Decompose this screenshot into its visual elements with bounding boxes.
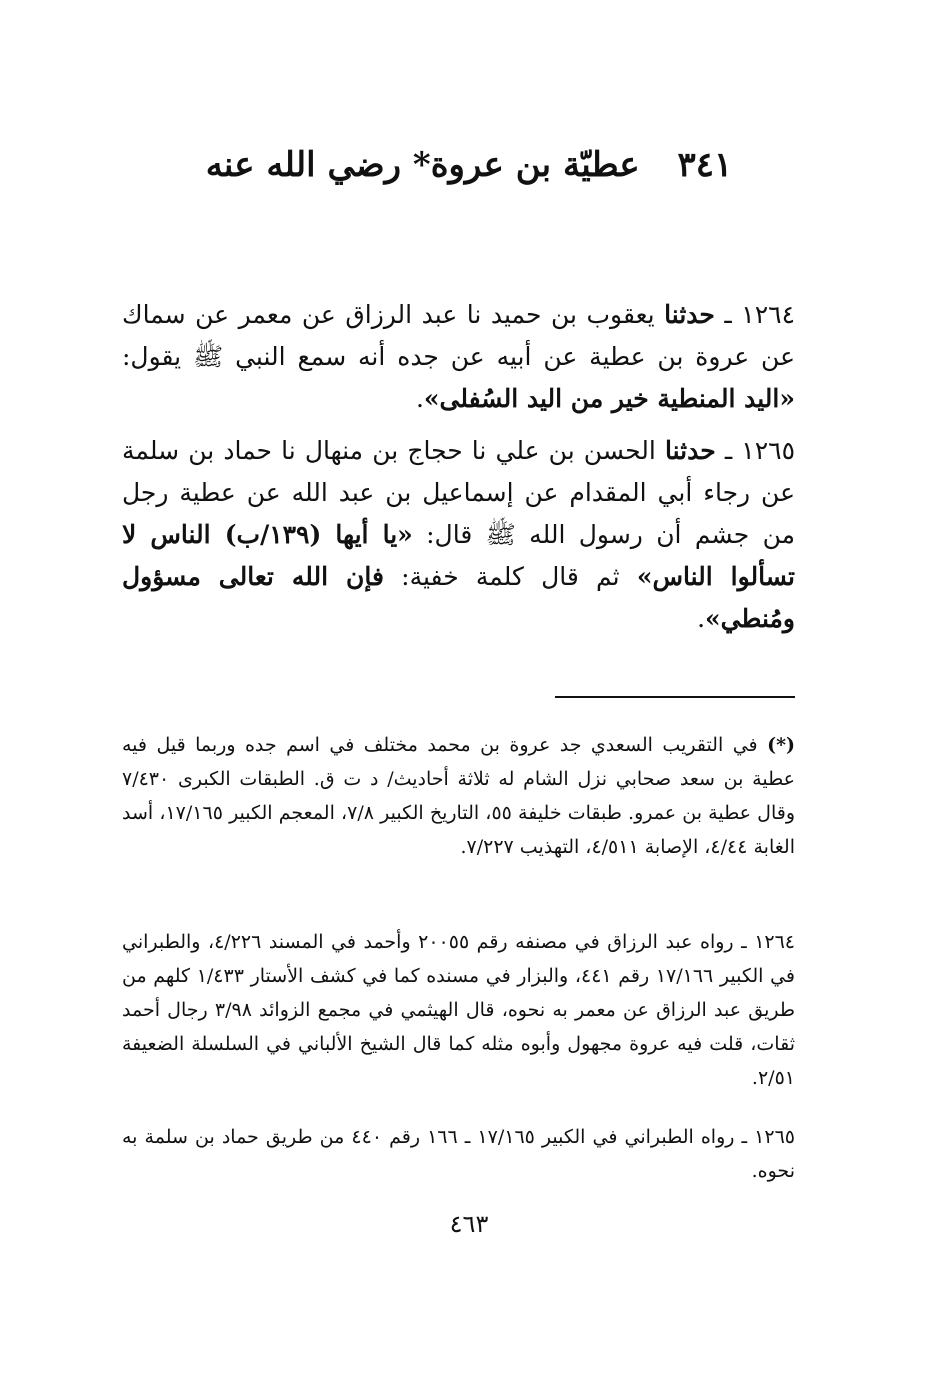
footnote-tag: ١٢٦٥ ـ	[741, 1126, 795, 1148]
hadith-end: .	[697, 604, 706, 633]
hadith-1265	[122, 430, 795, 640]
hadith-end: .	[415, 384, 424, 413]
footnote-tag: ١٢٦٤ ـ	[741, 931, 796, 953]
hadith-quote: «يا أيها (١٣٩/ب) الناس لا تسألوا الناس»	[122, 520, 795, 591]
footnote-1265	[122, 1120, 795, 1188]
chapter-heading: عطيّة بن عروة* رضي الله عنه	[205, 145, 640, 185]
hadith-chain: الحسن بن علي نا حجاج بن منهال نا حماد بن سلمة عن رجاء أبي المقدام عن إسماعيل بن عبد الله عن عطية رجل من جشم أن رسول الله ﷺ قال:	[122, 436, 796, 549]
footnote-divider	[555, 696, 795, 698]
hadith-number: ١٢٦٥ ـ	[724, 436, 795, 465]
hadith-1264	[122, 294, 795, 420]
footnote-1264	[122, 925, 795, 1095]
hadith-chain: يعقوب بن حميد نا عبد الرزاق عن معمر عن سماك عن عروة بن عطية عن أبيه عن جده أنه سمع النبي ﷺ يقول:	[122, 300, 795, 371]
hadith-quote: «اليد المنطية خير من اليد السُفلى»	[423, 384, 795, 413]
hadith-lead: حدثنا	[664, 436, 716, 465]
footnote-star	[122, 728, 795, 864]
hadith-middle: ثم قال كلمة خفية:	[401, 562, 620, 591]
footnote-tag: (*)	[767, 734, 795, 756]
page-number: ٤٦٣	[449, 1210, 489, 1238]
chapter-number: ٣٤١	[677, 145, 733, 185]
hadith-number: ١٢٦٤ ـ	[724, 300, 795, 329]
hadith-quote-2: فإن الله تعالى مسؤول ومُنطي»	[122, 562, 795, 633]
footnote-text: رواه عبد الرزاق في مصنفه رقم ٢٠٠٥٥ وأحمد في المسند ٤/٢٢٦، والطبراني في الكبير ١٧/١٦٦ رقم ٤٤١، والبزار في مسنده كما في كشف الأستار ١/٤٣٣ كلهم من طريق عبد الرزاق عن معمر به نحوه، قال الهيثمي في مجمع الزوائد ٣/٩٨ رجال أحمد ثقات، قلت فيه عروة مجهول وأبوه مثله كما قال الشيخ الألباني في السلسلة الضعيفة ٢/٥١.	[122, 931, 796, 1089]
footnote-text: في التقريب السعدي جد عروة بن محمد مختلف في اسم جده وربما قيل فيه عطية بن سعد صحابي نزل الشام له ثلاثة أحاديث/ د ت ق. الطبقات الكبرى ٧/٤٣٠ وقال عطية بن عمرو. طبقات خليفة ٥٥، التاريخ الكبير ٧/٨، المعجم الكبير ١٧/١٦٥، أسد الغابة ٤/٤٤، الإصابة ٤/٥١١، التهذيب ٧/٢٢٧.	[122, 734, 795, 858]
hadith-lead: حدثنا	[664, 300, 715, 329]
footnote-text: رواه الطبراني في الكبير ١٧/١٦٥ ـ ١٦٦ رقم ٤٤٠ من طريق حماد بن سلمة به نحوه.	[122, 1126, 795, 1182]
chapter-title	[0, 145, 938, 185]
